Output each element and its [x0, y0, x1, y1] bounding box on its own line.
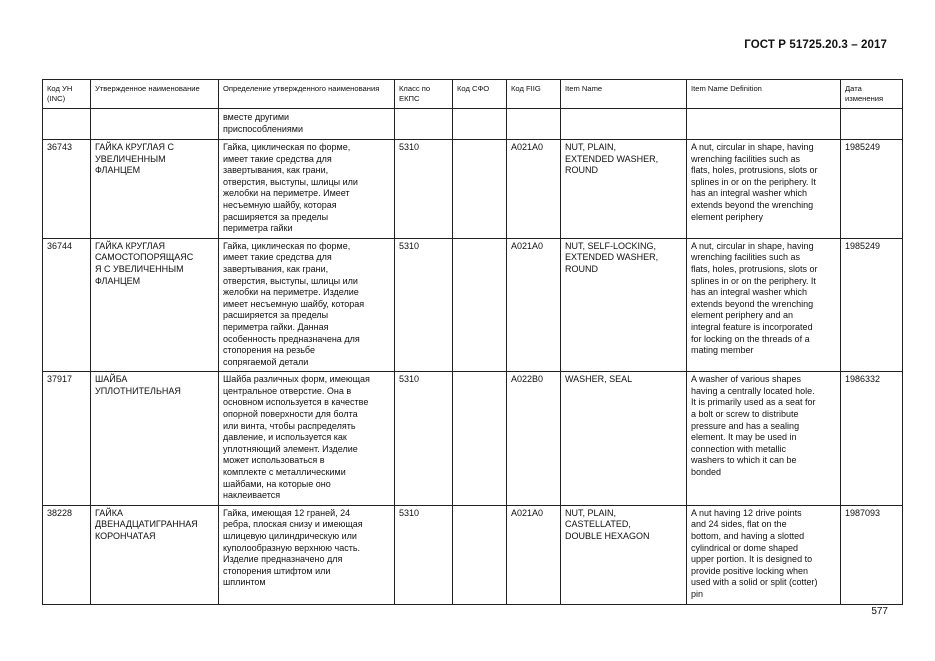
table-row [43, 238, 903, 372]
cell-inc: 37917 [43, 372, 91, 506]
header-item-name: Item Name [561, 80, 687, 109]
header-inc: Код УН (INC) [43, 80, 91, 109]
cell-item-name: NUT, PLAIN, EXTENDED WASHER, ROUND [561, 140, 687, 239]
cell-date: 1985249 [841, 238, 903, 372]
cell-name: ГАЙКА КРУГЛАЯ САМОСТОПОРЯЩАЯС Я С УВЕЛИЧЕННЫМ ФЛАНЦЕМ [91, 238, 219, 372]
header-class: Класс по ЕКПС [395, 80, 453, 109]
cell-item-name: WASHER, SEAL [561, 372, 687, 506]
cell-inc: 38228 [43, 505, 91, 604]
cell-fiig: A021A0 [507, 140, 561, 239]
cell-definition: вместе другими приспособлениями [219, 109, 395, 140]
table-header-row [43, 80, 903, 109]
cell-item-definition: A nut having 12 drive points and 24 sides, flat on the bottom, and having a slotted cylindrical or dome shaped upper portion. It is designed to provide positive locking when used with a solid or split (cotter) pin [687, 505, 841, 604]
cell-date: 1987093 [841, 505, 903, 604]
cell-name: ШАЙБА УПЛОТНИТЕЛЬНАЯ [91, 372, 219, 506]
cell-fiig [507, 109, 561, 140]
document-standard-header: ГОСТ Р 51725.20.3 – 2017 [744, 39, 887, 51]
cell-fiig: A021A0 [507, 505, 561, 604]
cell-definition: Шайба различных форм, имеющая центральное отверстие. Она в основном используется в качестве опорной поверхности для болта или винта, чтобы распределять давление, и используется как уплотняющий элемент. Изделие может использоваться в комплекте с металлическими шайбами, на которые оно наклеивается [219, 372, 395, 506]
header-sfo-code: Код СФО [453, 80, 507, 109]
cell-item-name [561, 109, 687, 140]
cell-item-definition [687, 109, 841, 140]
table-row-continuation [43, 109, 903, 140]
cell-date: 1985249 [841, 140, 903, 239]
cell-item-name: NUT, SELF-LOCKING, EXTENDED WASHER, ROUND [561, 238, 687, 372]
cell-class: 5310 [395, 372, 453, 506]
cell-inc: 36744 [43, 238, 91, 372]
cell-fiig: A021A0 [507, 238, 561, 372]
nomenclature-table [42, 79, 903, 605]
header-fiig-code: Код FIIG [507, 80, 561, 109]
cell-date [841, 109, 903, 140]
cell-date: 1986332 [841, 372, 903, 506]
cell-definition: Гайка, имеющая 12 граней, 24 ребра, плоская снизу и имеющая шлицевую цилиндрическую или куполообразную верхнюю часть. Изделие предназначено для стопорения штифтом или шплинтом [219, 505, 395, 604]
cell-item-name: NUT, PLAIN, CASTELLATED, DOUBLE HEXAGON [561, 505, 687, 604]
cell-name: ГАЙКА ДВЕНАДЦАТИГРАННАЯ КОРОНЧАТАЯ [91, 505, 219, 604]
cell-item-definition: A nut, circular in shape, having wrenching facilities such as flats, holes, protrusions, slots or splines in or on the periphery. It has an integral washer which extends beyond the wrenching element periphery [687, 140, 841, 239]
cell-inc [43, 109, 91, 140]
cell-definition: Гайка, циклическая по форме, имеет такие средства для завертывания, как грани, отверстия, выступы, шлицы или желобки на периметре. Имеет несъемную шайбу, которая расширяется за пределы периметра гайки [219, 140, 395, 239]
cell-inc: 36743 [43, 140, 91, 239]
cell-name [91, 109, 219, 140]
cell-item-definition: A washer of various shapes having a centrally located hole. It is primarily used as a seat for a bolt or screw to distribute pressure and has a sealing element. It may be used in connection with metallic washers to which it can be bonded [687, 372, 841, 506]
table-row [43, 505, 903, 604]
cell-class: 5310 [395, 505, 453, 604]
cell-definition: Гайка, циклическая по форме, имеет такие средства для завертывания, как грани, отверстия, выступы, шлицы или желобки на периметре. Изделие имеет несъемную шайбу, которая расширяется за пределы периметра гайки. Данная особенность предназначена для стопорения на резьбе сопрягаемой детали [219, 238, 395, 372]
cell-sfo [453, 140, 507, 239]
cell-class [395, 109, 453, 140]
header-name-definition: Определение утвержденного наименования [219, 80, 395, 109]
cell-sfo [453, 372, 507, 506]
header-approved-name: Утвержденное наименование [91, 80, 219, 109]
cell-class: 5310 [395, 140, 453, 239]
cell-item-definition: A nut, circular in shape, having wrenching facilities such as flats, holes, protrusions, slots or splines in or on the periphery. It has an integral washer which extends beyond the wrenching element periphery and an integral feature is incorporated for locking on the threads of a mating member [687, 238, 841, 372]
header-change-date: Дата изменения [841, 80, 903, 109]
cell-class: 5310 [395, 238, 453, 372]
cell-name: ГАЙКА КРУГЛАЯ С УВЕЛИЧЕННЫМ ФЛАНЦЕМ [91, 140, 219, 239]
cell-fiig: A022B0 [507, 372, 561, 506]
cell-sfo [453, 109, 507, 140]
header-item-name-definition: Item Name Definition [687, 80, 841, 109]
page-number: 577 [871, 606, 888, 617]
table-row [43, 372, 903, 506]
cell-sfo [453, 505, 507, 604]
table-row [43, 140, 903, 239]
cell-sfo [453, 238, 507, 372]
